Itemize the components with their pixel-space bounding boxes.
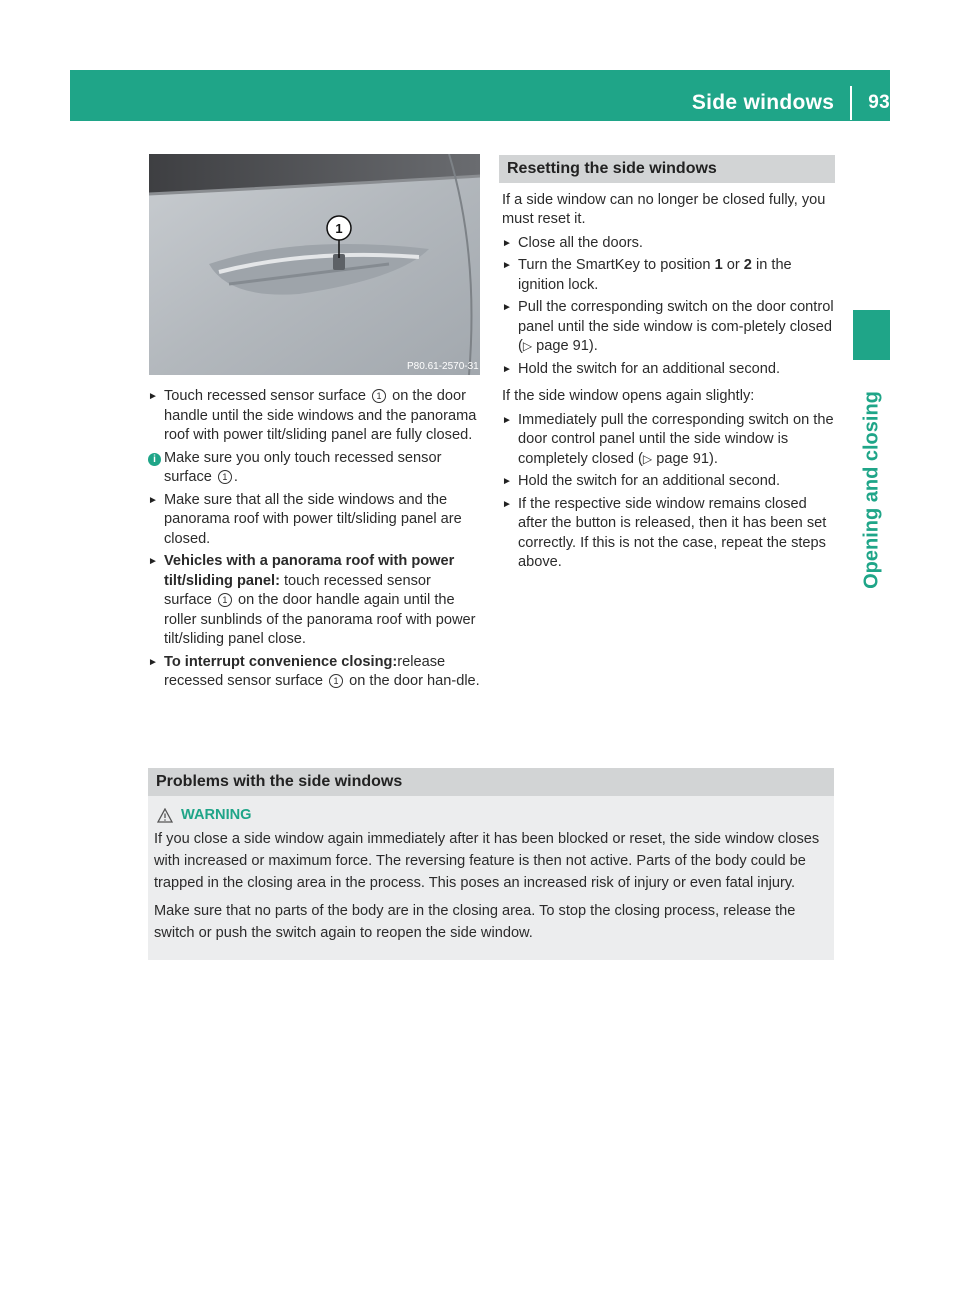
callout-1-icon: 1 [329, 674, 343, 688]
door-handle-photo [149, 154, 480, 375]
arrow-right-icon: ► [148, 391, 158, 402]
page-title: Side windows [691, 91, 835, 114]
figure-code: P80.61-2570-31 [407, 361, 479, 372]
arrow-right-icon: ► [148, 494, 158, 506]
step-item: ► If the respective side window remains closed after the button is released, then it has been set correctly. If this is not the case, repeat the steps above. [502, 495, 835, 573]
warning-box [148, 796, 834, 960]
arrow-right-icon: ► [502, 498, 512, 510]
page-number: 93 [868, 92, 890, 113]
warning-header [157, 804, 826, 826]
chapter-tab [853, 310, 890, 360]
header-divider [850, 86, 852, 120]
step-item: ► Hold the switch for an additional second. [502, 360, 835, 380]
callout-1-icon: 1 [218, 593, 232, 607]
step-item: ► To interrupt convenience closing:release recessed sensor surface 1 on the door han-dle. [148, 653, 482, 692]
step-item: ► Close all the doors. [502, 234, 835, 254]
chapter-label-text: Opening and closing [860, 391, 882, 589]
page-header [692, 88, 890, 118]
step-item: ► Hold the switch for an additional second. [502, 472, 835, 492]
page-link[interactable]: page 91). [532, 338, 598, 354]
arrow-right-icon: ► [502, 237, 512, 249]
arrow-right-icon: ► [502, 476, 512, 487]
callout-1-icon: 1 [372, 389, 386, 403]
info-icon: i [148, 449, 164, 488]
warning-text: If you close a side window again immediately after it has been blocked or reset, the side window closes with increased or maximum force. The reversing feature is then not active. Parts of the body could be trapped in the closing area in the process. This poses an increased risk of injury or even fatal injury. [154, 831, 820, 891]
chapter-label [853, 370, 890, 610]
problems-section [148, 768, 834, 960]
step-item: ► Touch recessed sensor surface 1 on the door handle until the side windows and the panorama roof with power tilt/sliding panel are fully closed. [148, 387, 482, 446]
page-link[interactable]: page 91). [652, 450, 718, 467]
warning-instruction: Make sure that no parts of the body are in the closing area. To stop the closing process, release the switch or push the switch again to reopen the side window. [154, 903, 796, 941]
step-item: ► Immediately pull the corresponding switch on the door control panel until the side window is completely closed (▷ page 91). [502, 411, 835, 470]
arrow-right-icon: ► [502, 260, 512, 271]
arrow-right-icon: ► [502, 302, 512, 313]
info-note: i Make sure you only touch recessed sensor surface 1 . [148, 449, 482, 488]
arrow-right-icon: ► [148, 656, 158, 668]
warning-label: WARNING [181, 807, 252, 823]
condition-text: If the side window opens again slightly: [502, 388, 755, 404]
arrow-right-icon: ► [502, 363, 512, 375]
arrow-right-icon: ► [148, 556, 158, 567]
callout-1-icon: 1 [218, 470, 232, 484]
left-column [148, 385, 482, 695]
intro-text: If a side window can no longer be closed fully, you must reset it. [502, 191, 826, 227]
page-ref-icon: ▷ [642, 451, 653, 466]
step-item: ► Make sure that all the side windows and the panorama roof with power tilt/sliding panel are closed. [148, 491, 482, 550]
section-heading-problems: Problems with the side windows [148, 768, 834, 796]
step-item: ► Vehicles with a panorama roof with power tilt/sliding panel: touch recessed sensor surface 1 on the door handle again until the roller sunblinds of the panorama roof with power tilt/sliding panel close. [148, 552, 482, 650]
callout-number: 1 [335, 221, 343, 236]
arrow-right-icon: ► [502, 414, 512, 426]
warning-triangle-icon [157, 808, 173, 823]
page-ref-icon: ▷ [522, 339, 533, 353]
right-column [502, 155, 835, 576]
section-heading-resetting: Resetting the side windows [499, 155, 835, 183]
step-item: ► Turn the SmartKey to position 1 or 2 in the ignition lock. [502, 256, 835, 295]
step-item: ► Pull the corresponding switch on the door control panel until the side window is com-pletely closed (▷ page 91). [502, 298, 835, 357]
